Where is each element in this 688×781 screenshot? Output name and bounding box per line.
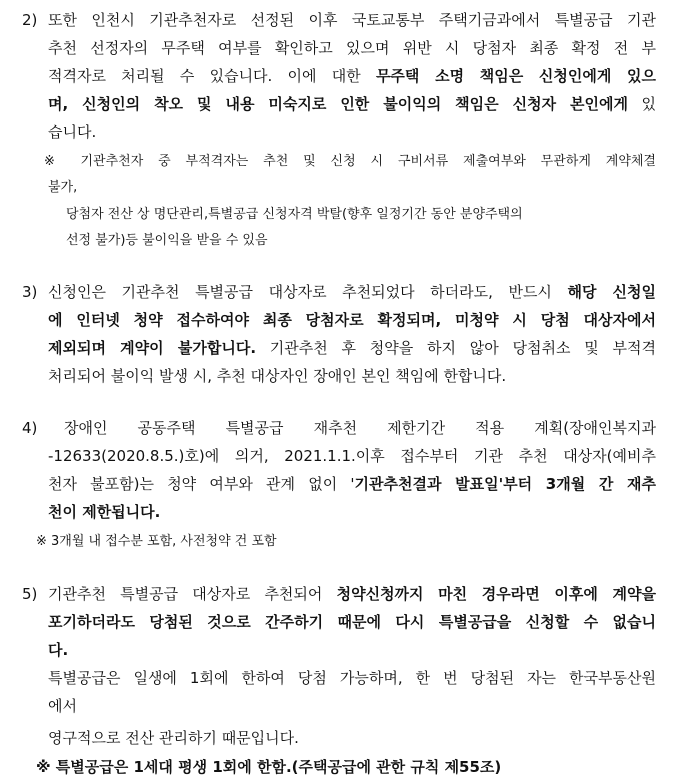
item-3-number: 3) (22, 283, 38, 301)
item-2-note-line-4: 선정 불가)등 불이익을 받을 수 있음 (66, 233, 268, 248)
item-5-number: 5) (22, 585, 38, 603)
item-3-line-3-plain: 기관추천 후 청약을 하지 않아 당첨취소 및 부적격 (256, 339, 656, 357)
item-2-number: 2) (22, 11, 38, 29)
item-5-line-2: 포기하더라도 당첨된 것으로 간주하기 때문에 다시 특별공급을 신청할 수 없습니 (48, 613, 656, 631)
item-2-line-2: 추천 선정자의 무주택 여부를 확인하고 있으며 위반 시 당첨자 최종 확정 전 부 (48, 39, 656, 57)
item-2-note-line-3: 당첨자 전산 상 명단관리,특별공급 신청자격 박탈(향후 일정기간 동안 분양주택의 (66, 207, 523, 222)
item-2-note-line-1: ※ 기관추천자 중 부적격자는 추천 및 신청 시 구비서류 제출여부와 무관하게 계약체결 (44, 154, 656, 169)
item-2-line-4-plain: 있 (628, 95, 656, 113)
item-5-line-6: 영구적으로 전산 관리하기 때문입니다. (48, 729, 299, 747)
item-5-line-1-bold: 청약신청까지 마친 경우라면 이후에 계약을 (336, 585, 656, 603)
item-3-line-3 (48, 338, 656, 358)
item-5-line-1-plain: 기관추천 특별공급 대상자로 추천되어 (48, 585, 337, 603)
item-2-line-5: 습니다. (48, 123, 97, 141)
item-4-note: ※ 3개월 내 접수분 포함, 사전청약 건 포함 (36, 534, 277, 549)
item-5-note: ※ 특별공급은 1세대 평생 1회에 한함.(주택공급에 관한 규칙 제55조) (36, 758, 502, 776)
item-5-line-1 (48, 584, 656, 604)
item-5-line-4: 특별공급은 일생에 1회에 한하여 당첨 가능하며, 한 번 당첨된 자는 한국부동산원 (48, 669, 656, 687)
item-5-line-5: 에서 (48, 697, 77, 715)
item-2-line-3-bold: 무주택 소명 책임은 신청인에게 있으 (375, 67, 656, 85)
item-3-line-1-bold: 해당 신청일 (567, 283, 656, 301)
item-4-line-3-bold: 기관추천결과 발표일'부터 3개월 간 재추 (354, 475, 656, 493)
item-3-line-1 (48, 282, 656, 302)
item-3-line-3-bold: 제외되며 계약이 불가합니다. (48, 339, 257, 357)
item-2-line-1: 또한 인천시 기관추천자로 선정된 이후 국토교통부 주택기금과에서 특별공급 기관 (48, 11, 656, 29)
item-4-line-1: 장애인 공동주택 특별공급 재추천 제한기간 적용 계획(장애인복지과 (64, 419, 656, 437)
item-2-note-line-2: 불가, (48, 180, 78, 195)
item-4-line-2: -12633(2020.8.5.)호)에 의거, 2021.1.1.이후 접수부터 기관 추천 대상자(예비추 (48, 447, 656, 465)
item-5-line-3: 다. (48, 641, 69, 659)
item-4-number: 4) (22, 419, 38, 437)
item-3-line-1-plain: 신청인은 기관추천 특별공급 대상자로 추천되었다 하더라도, 반드시 (48, 283, 568, 301)
item-2-line-3 (48, 66, 656, 86)
item-4-line-3-plain: 천자 불포함)는 청약 여부와 관계 없이 ' (48, 475, 355, 493)
item-4-line-3 (48, 474, 656, 494)
item-2-line-4 (48, 94, 656, 114)
item-2-line-3-plain: 적격자로 처리될 수 있습니다. 이에 대한 (48, 67, 376, 85)
item-4-line-4: 천이 제한됩니다. (48, 503, 161, 521)
item-3-line-4: 처리되어 불이익 발생 시, 추천 대상자인 장애인 본인 책임에 한합니다. (48, 367, 507, 385)
item-2-line-4-bold: 며, 신청인의 착오 및 내용 미숙지로 인한 불이익의 책임은 신청자 본인에게 (48, 95, 628, 113)
item-3-line-2: 에 인터넷 청약 접수하여야 최종 당첨자로 확정되며, 미청약 시 당첨 대상자에서 (48, 311, 656, 329)
